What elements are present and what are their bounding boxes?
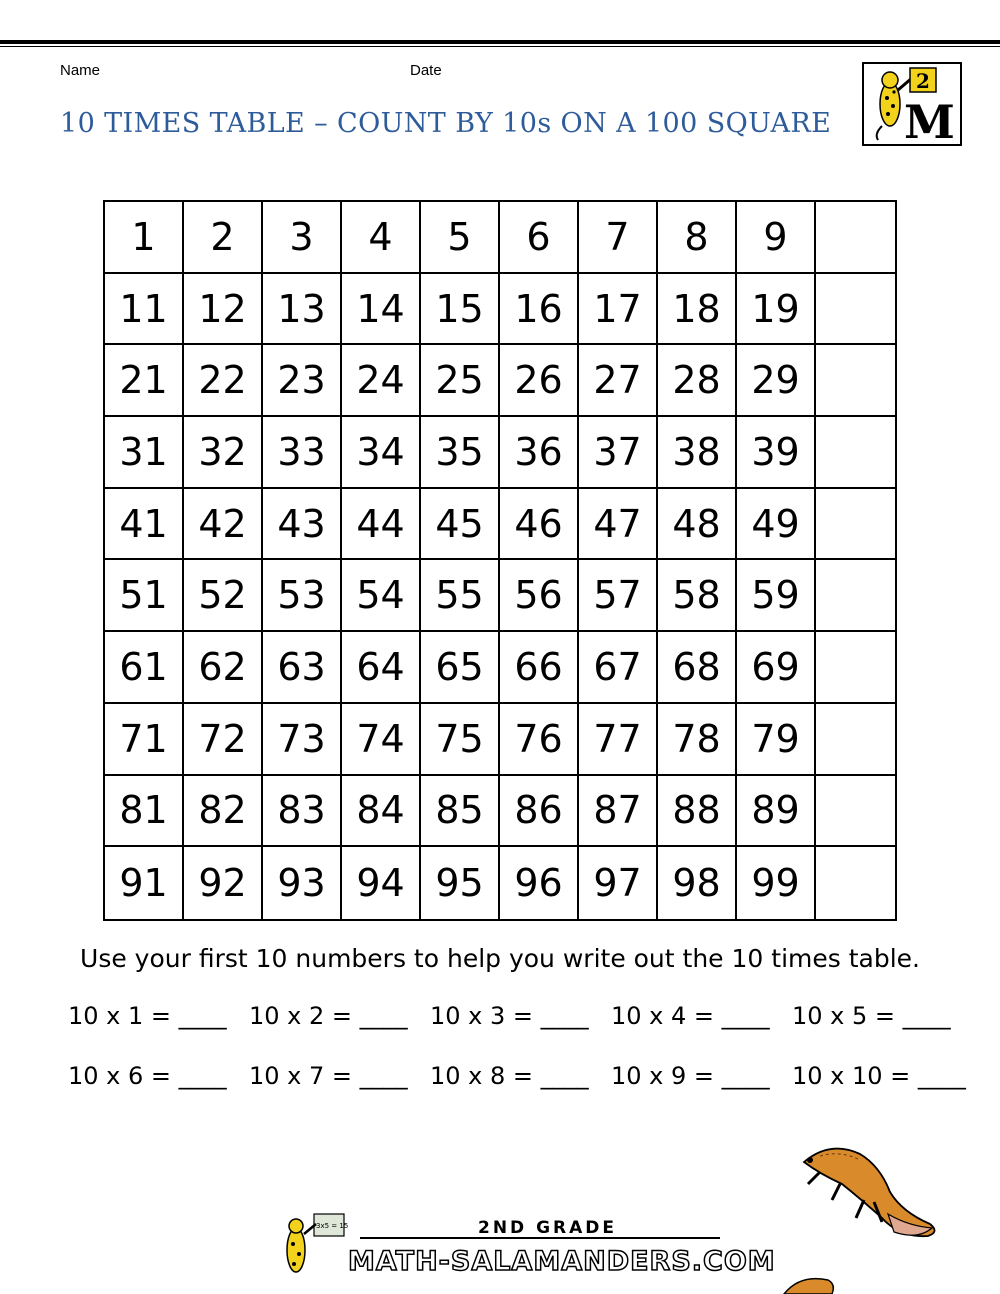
grid-cell: 69 xyxy=(737,632,816,704)
grid-cell: 33 xyxy=(263,417,342,489)
grid-cell: 93 xyxy=(263,847,342,919)
grid-cell: 27 xyxy=(579,345,658,417)
grid-cell: 4 xyxy=(342,202,421,274)
grid-cell: 51 xyxy=(105,560,184,632)
grid-cell xyxy=(816,202,895,274)
equation-row-1 xyxy=(68,1002,973,1030)
grid-cell: 49 xyxy=(737,489,816,561)
grid-cell: 96 xyxy=(500,847,579,919)
footer-grade: 2ND GRADE xyxy=(478,1218,618,1238)
footer-site-name: MATH-SALAMANDERS.COM xyxy=(348,1246,776,1277)
grid-cell: 94 xyxy=(342,847,421,919)
grid-cell: 84 xyxy=(342,776,421,848)
grid-cell: 39 xyxy=(737,417,816,489)
grid-cell: 88 xyxy=(658,776,737,848)
grid-cell: 65 xyxy=(421,632,500,704)
grid-cell: 85 xyxy=(421,776,500,848)
grid-cell: 8 xyxy=(658,202,737,274)
equation-10x6: 10 x 6 = ____ xyxy=(68,1062,227,1090)
grid-cell: 21 xyxy=(105,345,184,417)
top-rule-thin xyxy=(0,46,1000,47)
grade-number: 2 xyxy=(916,69,930,93)
grid-cell: 47 xyxy=(579,489,658,561)
grid-cell: 25 xyxy=(421,345,500,417)
grid-cell: 54 xyxy=(342,560,421,632)
grid-cell: 6 xyxy=(500,202,579,274)
grid-cell: 73 xyxy=(263,704,342,776)
grid-cell: 36 xyxy=(500,417,579,489)
grid-cell: 14 xyxy=(342,274,421,346)
grid-cell xyxy=(816,560,895,632)
grid-cell: 67 xyxy=(579,632,658,704)
grid-cell: 71 xyxy=(105,704,184,776)
grid-cell: 76 xyxy=(500,704,579,776)
grid-cell: 98 xyxy=(658,847,737,919)
grid-cell: 5 xyxy=(421,202,500,274)
grid-cell: 13 xyxy=(263,274,342,346)
grid-cell: 79 xyxy=(737,704,816,776)
grid-cell: 3 xyxy=(263,202,342,274)
grid-cell xyxy=(816,776,895,848)
grid-cell: 91 xyxy=(105,847,184,919)
grid-cell: 41 xyxy=(105,489,184,561)
grid-cell: 52 xyxy=(184,560,263,632)
grid-cell: 63 xyxy=(263,632,342,704)
grid-cell: 72 xyxy=(184,704,263,776)
date-label: Date xyxy=(410,62,442,79)
equation-10x9: 10 x 9 = ____ xyxy=(611,1062,770,1090)
grid-cell: 43 xyxy=(263,489,342,561)
grid-cell: 48 xyxy=(658,489,737,561)
name-label: Name xyxy=(60,62,101,79)
grid-cell: 58 xyxy=(658,560,737,632)
grid-cell: 32 xyxy=(184,417,263,489)
equation-10x1: 10 x 1 = ____ xyxy=(68,1002,227,1030)
grid-cell: 78 xyxy=(658,704,737,776)
grid-cell: 17 xyxy=(579,274,658,346)
grid-cell: 95 xyxy=(421,847,500,919)
hundred-square-grid xyxy=(103,200,897,921)
salamander-partial-icon xyxy=(780,1270,840,1294)
grid-cell: 18 xyxy=(658,274,737,346)
grid-cell: 86 xyxy=(500,776,579,848)
grid-cell xyxy=(816,417,895,489)
grid-cell: 46 xyxy=(500,489,579,561)
grid-cell: 56 xyxy=(500,560,579,632)
grid-cell: 82 xyxy=(184,776,263,848)
grade-logo xyxy=(862,62,962,146)
page-title: 10 TIMES TABLE – COUNT BY 10s ON A 100 SQUARE xyxy=(60,108,832,139)
grid-cell: 97 xyxy=(579,847,658,919)
grid-cell: 74 xyxy=(342,704,421,776)
equation-10x4: 10 x 4 = ____ xyxy=(611,1002,770,1030)
grid-cell: 61 xyxy=(105,632,184,704)
grid-cell xyxy=(816,704,895,776)
grid-cell: 77 xyxy=(579,704,658,776)
grid-cell: 44 xyxy=(342,489,421,561)
grid-cell: 81 xyxy=(105,776,184,848)
grid-cell: 15 xyxy=(421,274,500,346)
grid-cell: 89 xyxy=(737,776,816,848)
grid-cell: 9 xyxy=(737,202,816,274)
grid-cell: 34 xyxy=(342,417,421,489)
salamander-logo-icon xyxy=(864,64,960,144)
grid-cell: 16 xyxy=(500,274,579,346)
grid-cell: 55 xyxy=(421,560,500,632)
grid-cell: 64 xyxy=(342,632,421,704)
grid-cell: 42 xyxy=(184,489,263,561)
grid-cell: 23 xyxy=(263,345,342,417)
grid-cell xyxy=(816,345,895,417)
grid-cell: 11 xyxy=(105,274,184,346)
equation-10x8: 10 x 8 = ____ xyxy=(430,1062,589,1090)
grid-cell: 31 xyxy=(105,417,184,489)
grid-cell: 92 xyxy=(184,847,263,919)
grid-cell: 19 xyxy=(737,274,816,346)
grid-cell: 99 xyxy=(737,847,816,919)
grid-cell: 22 xyxy=(184,345,263,417)
grid-cell: 59 xyxy=(737,560,816,632)
grid-cell: 38 xyxy=(658,417,737,489)
logo-letter: M xyxy=(904,95,955,144)
grid-cell xyxy=(816,847,895,919)
grid-cell: 53 xyxy=(263,560,342,632)
grid-cell: 75 xyxy=(421,704,500,776)
grid-cell: 24 xyxy=(342,345,421,417)
grid-cell: 2 xyxy=(184,202,263,274)
grid-cell: 7 xyxy=(579,202,658,274)
grid-cell xyxy=(816,632,895,704)
equation-10x5: 10 x 5 = ____ xyxy=(792,1002,951,1030)
grid-cell: 1 xyxy=(105,202,184,274)
grid-cell: 45 xyxy=(421,489,500,561)
grid-cell: 87 xyxy=(579,776,658,848)
grid-cell: 66 xyxy=(500,632,579,704)
top-rule-thick xyxy=(0,40,1000,44)
equation-row-2 xyxy=(68,1062,973,1090)
equation-10x10: 10 x 10 = ____ xyxy=(792,1062,966,1090)
grid-cell: 83 xyxy=(263,776,342,848)
grid-cell: 37 xyxy=(579,417,658,489)
grid-cell: 28 xyxy=(658,345,737,417)
grid-cell xyxy=(816,489,895,561)
salamander-illustration-icon xyxy=(790,1140,940,1260)
grid-cell: 57 xyxy=(579,560,658,632)
grid-cell: 12 xyxy=(184,274,263,346)
grid-cell: 62 xyxy=(184,632,263,704)
instruction-text: Use your first 10 numbers to help you write out the 10 times table. xyxy=(80,944,920,973)
grid-cell: 26 xyxy=(500,345,579,417)
grid-cell: 68 xyxy=(658,632,737,704)
equation-10x3: 10 x 3 = ____ xyxy=(430,1002,589,1030)
grid-cell xyxy=(816,274,895,346)
grid-cell: 29 xyxy=(737,345,816,417)
equation-10x2: 10 x 2 = ____ xyxy=(249,1002,408,1030)
board-text: 3x5 = 15 xyxy=(316,1222,349,1230)
equation-10x7: 10 x 7 = ____ xyxy=(249,1062,408,1090)
grid-cell: 35 xyxy=(421,417,500,489)
